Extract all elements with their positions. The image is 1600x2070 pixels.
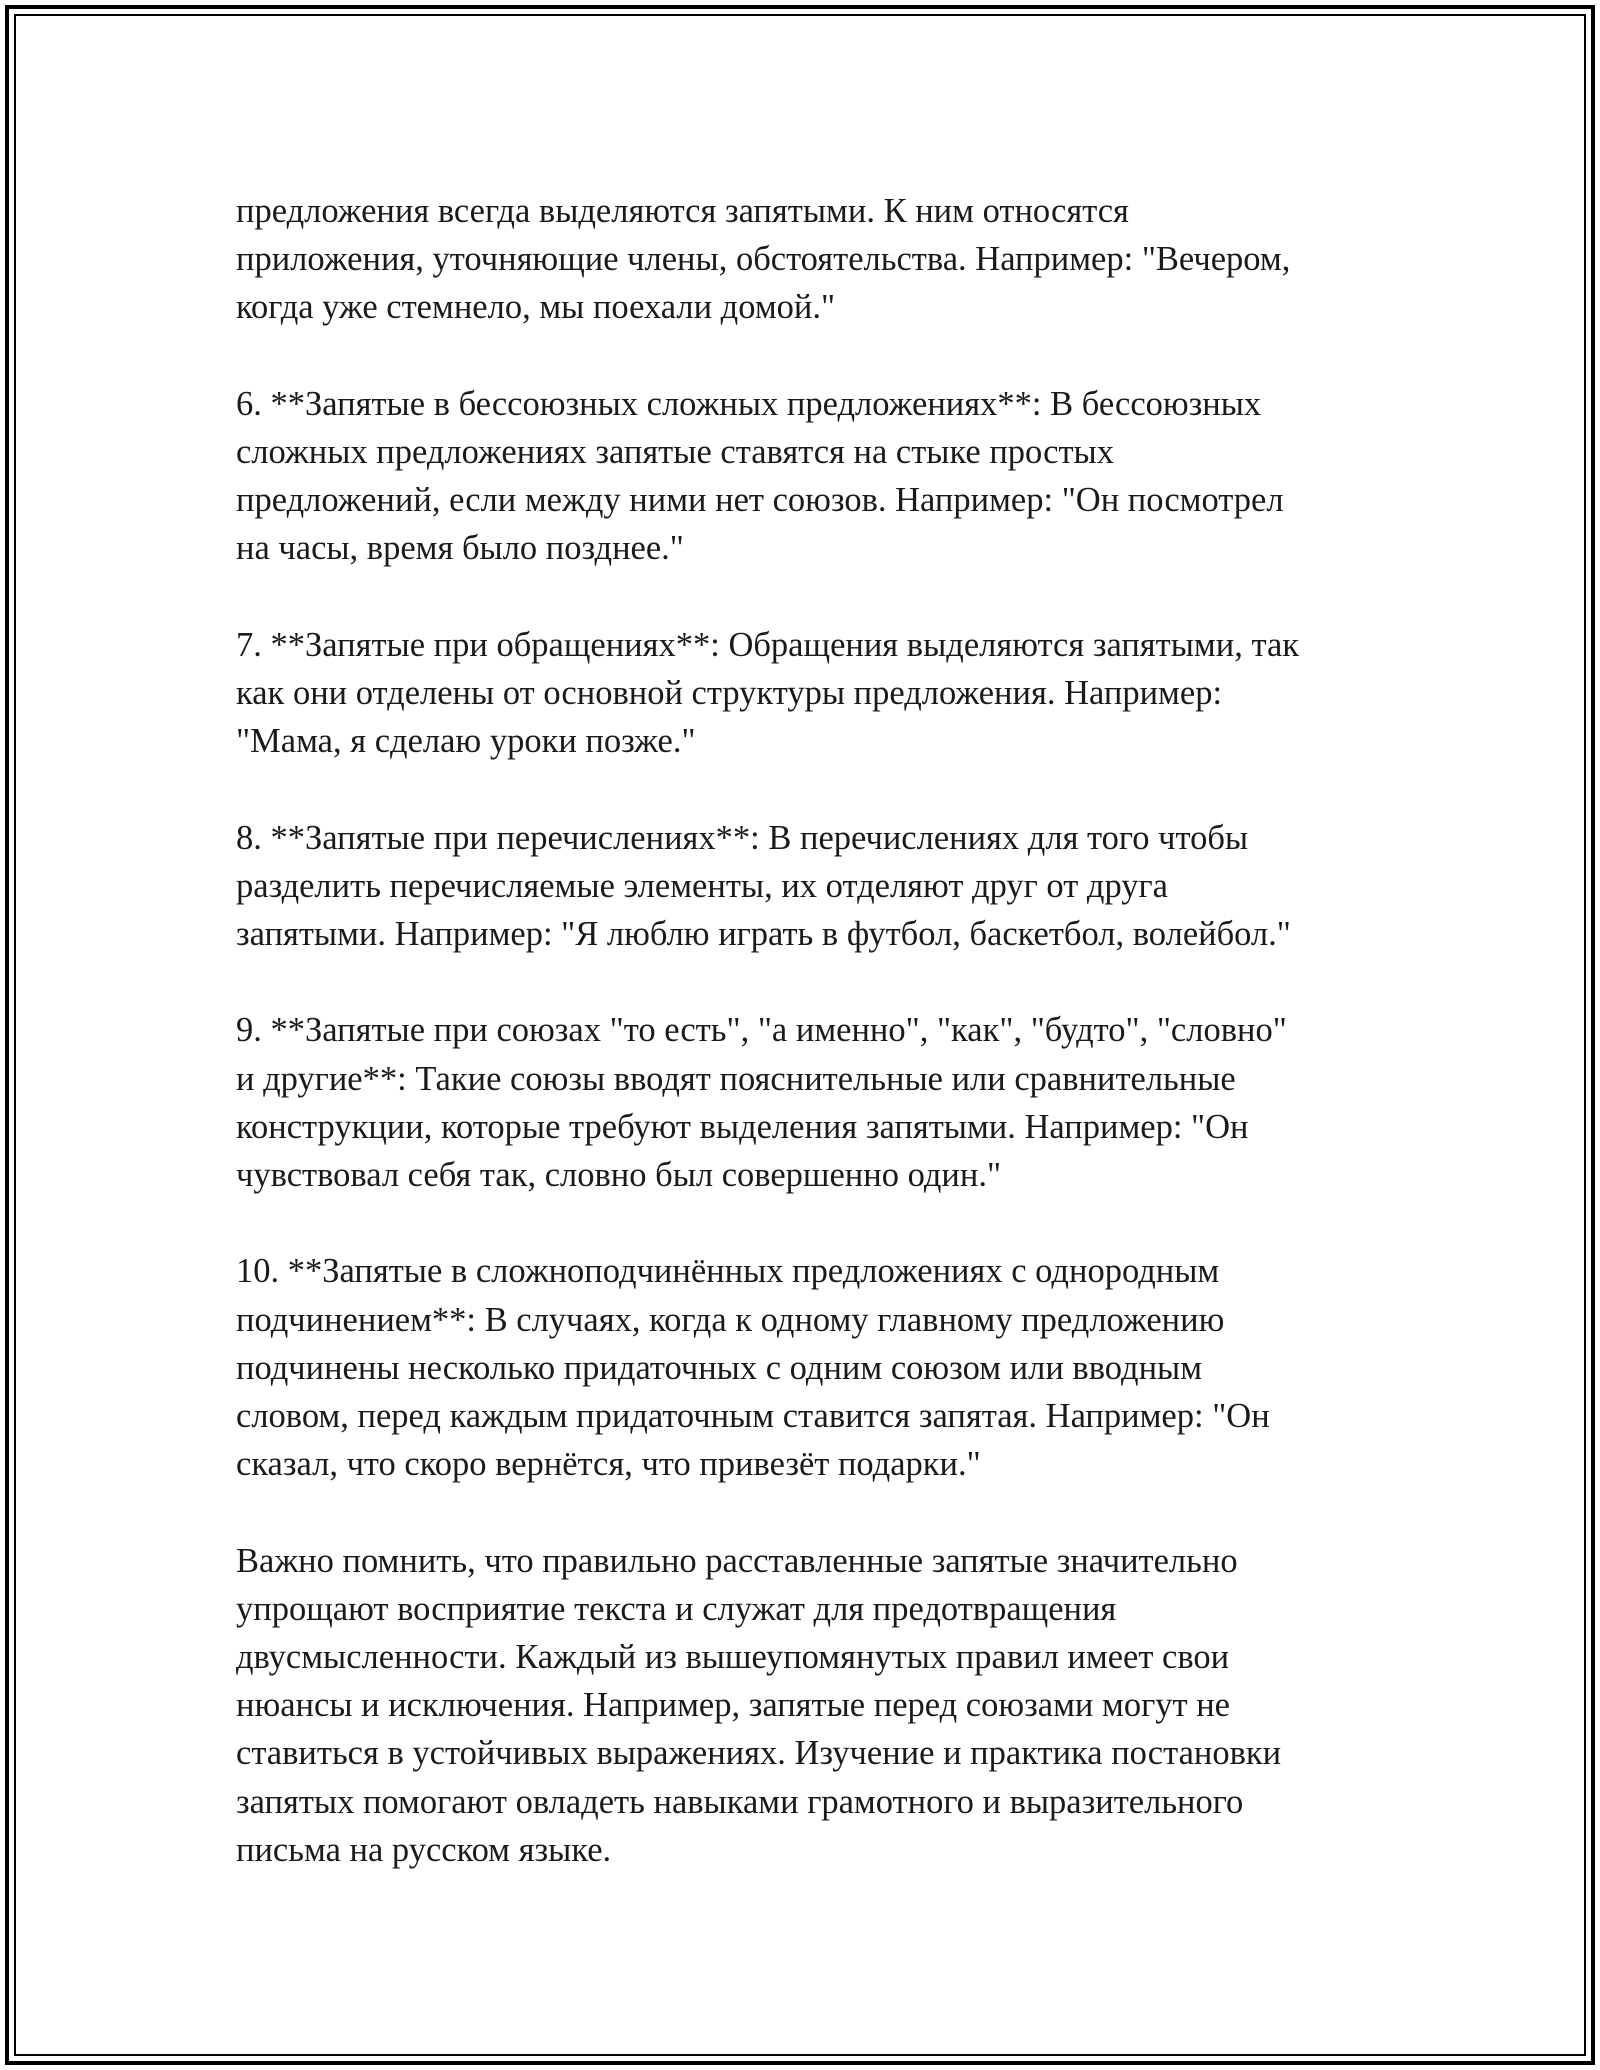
text-line: Важно помнить, что правильно расставленные запятые значительно — [236, 1541, 1238, 1580]
text-line: 9. **Запятые при союзах "то есть", "а именно", "как", "будто", "словно" — [236, 1011, 1287, 1050]
text-line: на часы, время было позднее." — [236, 529, 684, 568]
text-line: когда уже стемнело, мы поехали домой." — [236, 288, 836, 327]
text-line: сложных предложениях запятые ставятся на стыке простых — [236, 433, 1114, 471]
text-line: и другие**: Такие союзы вводят пояснительные или сравнительные — [236, 1059, 1236, 1098]
paragraph-rule-10 — [236, 1247, 1386, 1488]
text-line: письма на русском языке. — [236, 1830, 612, 1869]
text-line: 7. **Запятые при обращениях**: Обращения выделяются запятыми, так — [236, 625, 1300, 664]
text-line: приложения, уточняющие члены, обстоятельства. Например: "Вечером, — [236, 240, 1291, 279]
text-line: сказал, что скоро вернётся, что привезёт подарки." — [236, 1445, 981, 1484]
text-line: "Мама, я сделаю уроки позже." — [236, 722, 696, 761]
text-line: нюансы и исключения. Например, запятые перед союзами могут не — [236, 1686, 1230, 1725]
text-line: предложений, если между ними нет союзов. Например: "Он посмотрел — [236, 481, 1284, 520]
text-line: ставиться в устойчивых выражениях. Изучение и практика постановки — [236, 1734, 1282, 1773]
paragraph-rule-9 — [236, 1006, 1386, 1199]
text-line: подчинены несколько придаточных с одним союзом или вводным — [236, 1348, 1203, 1387]
text-line: запятых помогают овладеть навыками грамотного и выразительного — [236, 1782, 1244, 1821]
document-body — [236, 187, 1386, 1874]
text-line: чувствовал себя так, словно был совершенно один." — [236, 1156, 1002, 1194]
text-line: конструкции, которые требуют выделения запятыми. Например: "Он — [236, 1107, 1249, 1146]
text-line: двусмысленности. Каждый из вышеупомянутых правил имеет свои — [236, 1638, 1230, 1676]
text-line: разделить перечисляемые элементы, их отделяют друг от друга — [236, 866, 1168, 905]
paragraph-rule-6 — [236, 380, 1386, 573]
paragraph-conclusion — [236, 1537, 1386, 1874]
text-line: словом, перед каждым придаточным ставится запятая. Например: "Он — [236, 1397, 1270, 1435]
text-line: запятыми. Например: "Я люблю играть в футбол, баскетбол, волейбол." — [236, 915, 1291, 953]
text-line: 8. **Запятые при перечислениях**: В перечислениях для того чтобы — [236, 818, 1249, 857]
text-line: как они отделены от основной структуры предложения. Например: — [236, 674, 1223, 712]
text-line: предложения всегда выделяются запятыми. К ним относятся — [236, 192, 1129, 230]
text-line: 6. **Запятые в бессоюзных сложных предложениях**: В бессоюзных — [236, 384, 1262, 423]
text-line: упрощают восприятие текста и служат для предотвращения — [236, 1589, 1117, 1628]
paragraph-intro-continuation — [236, 187, 1386, 332]
paragraph-rule-8 — [236, 814, 1386, 959]
text-line: 10. **Запятые в сложноподчинённых предложениях с однородным — [236, 1252, 1220, 1291]
paragraph-rule-7 — [236, 621, 1386, 766]
text-line: подчинением**: В случаях, когда к одному главному предложению — [236, 1300, 1225, 1339]
